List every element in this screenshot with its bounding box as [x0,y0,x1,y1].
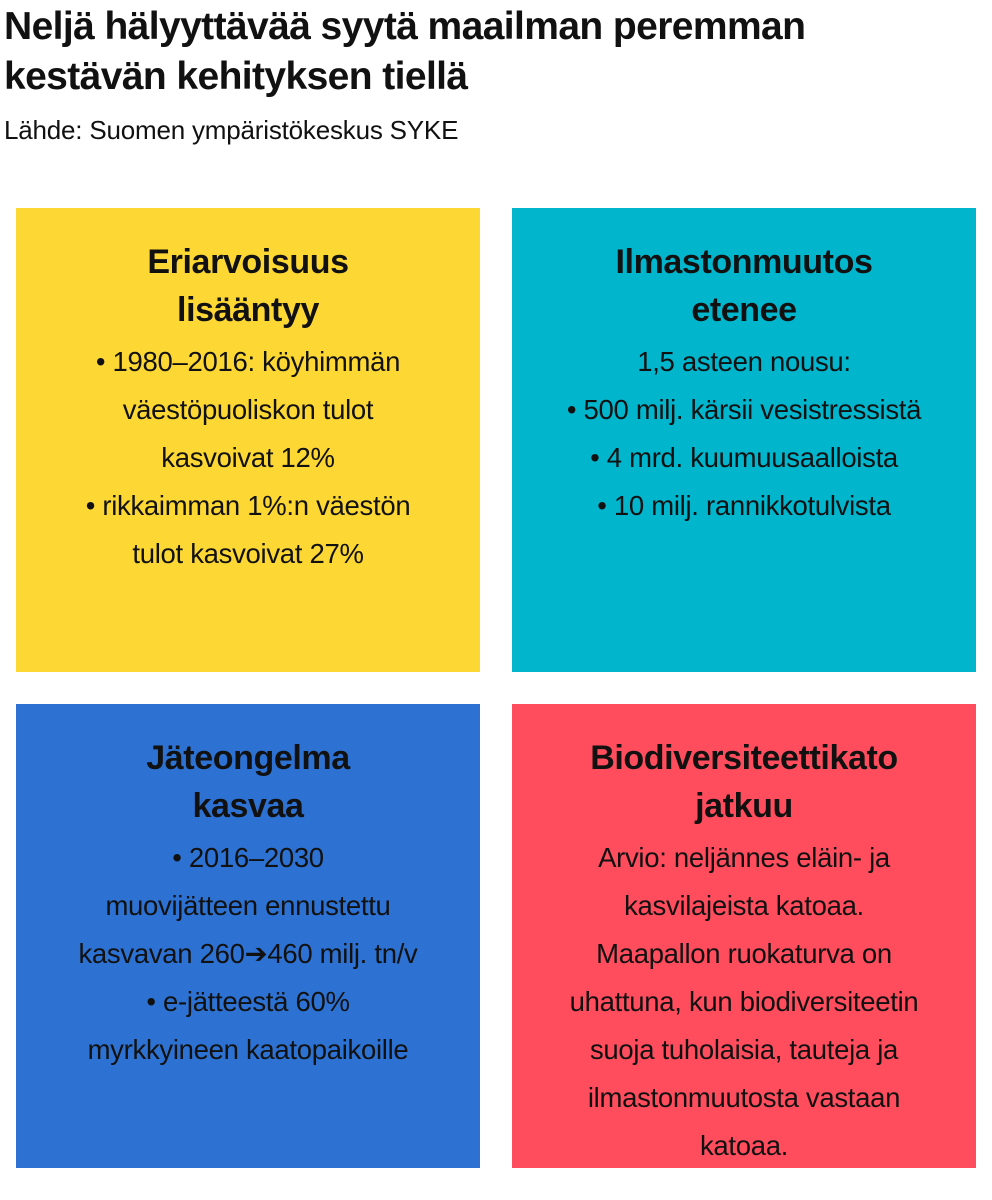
panel-waste-problem [16,704,480,1168]
panel-text-line: • 1980–2016: köyhimmän [95,346,401,377]
panel-heading-line: Biodiversiteettikato [590,739,898,777]
panel-body [16,338,480,578]
panel-text-line: 1,5 asteen nousu: [637,346,851,377]
panel-text-line: väestöpuoliskon tulot [122,394,374,425]
panel-text-line: ilmastonmuutosta vastaan [587,1082,901,1113]
panel-heading-line: Eriarvoisuus [147,243,349,281]
panel-heading-line: jatkuu [695,787,793,825]
panel-heading [16,238,480,334]
infographic-title [4,2,974,102]
panel-text-line: • 2016–2030 [172,842,324,873]
panel-text-line: kasvavan 260➔460 milj. tn/v [78,938,418,969]
panel-text-line: suoja tuholaisia, tauteja ja [589,1034,899,1065]
panel-heading [512,238,976,334]
panel-heading-line: etenee [691,291,797,329]
panel-text-line: Arvio: neljännes eläin- ja [598,842,890,873]
panel-text-line: • 4 mrd. kuumuusaalloista [590,442,898,473]
panel-text-line: katoaa. [699,1130,789,1161]
panel-text-line: muovijätteen ennustettu [105,890,391,921]
title-line-1: Neljä hälyyttävää syytä maailman peremman [4,5,806,48]
panel-text-line: tulot kasvoivat 27% [132,538,364,569]
panel-text-line: uhattuna, kun biodiversiteetin [569,986,919,1017]
panel-heading-line: kasvaa [192,787,304,825]
panel-text-line: • rikkaimman 1%:n väestön [85,490,411,521]
panel-heading-line: Ilmastonmuutos [615,243,873,281]
panel-heading-line: Jäteongelma [146,739,350,777]
panel-text-line: • 10 milj. rannikkotulvista [597,490,891,521]
panel-text-line: kasvoivat 12% [161,442,335,473]
panel-text-line: • 500 milj. kärsii vesistressistä [566,394,922,425]
panel-body [512,338,976,530]
infographic-header [4,2,974,146]
panel-heading [16,734,480,830]
panel-body [16,834,480,1074]
panel-heading [512,734,976,830]
source-label: Lähde: Suomen ympäristökeskus SYKE [4,115,459,145]
panel-heading-line: lisääntyy [177,291,319,329]
panel-text-line: myrkkyineen kaatopaikoille [87,1034,409,1065]
panel-biodiversity-loss [512,704,976,1168]
panel-body [512,834,976,1170]
panel-text-line: • e-jätteestä 60% [146,986,350,1017]
panel-text-line: kasvilajeista katoaa. [624,890,864,921]
panel-inequality [16,208,480,672]
title-line-2: kestävän kehityksen tiellä [4,55,468,98]
panel-text-line: Maapallon ruokaturva on [596,938,892,969]
panel-climate-change [512,208,976,672]
